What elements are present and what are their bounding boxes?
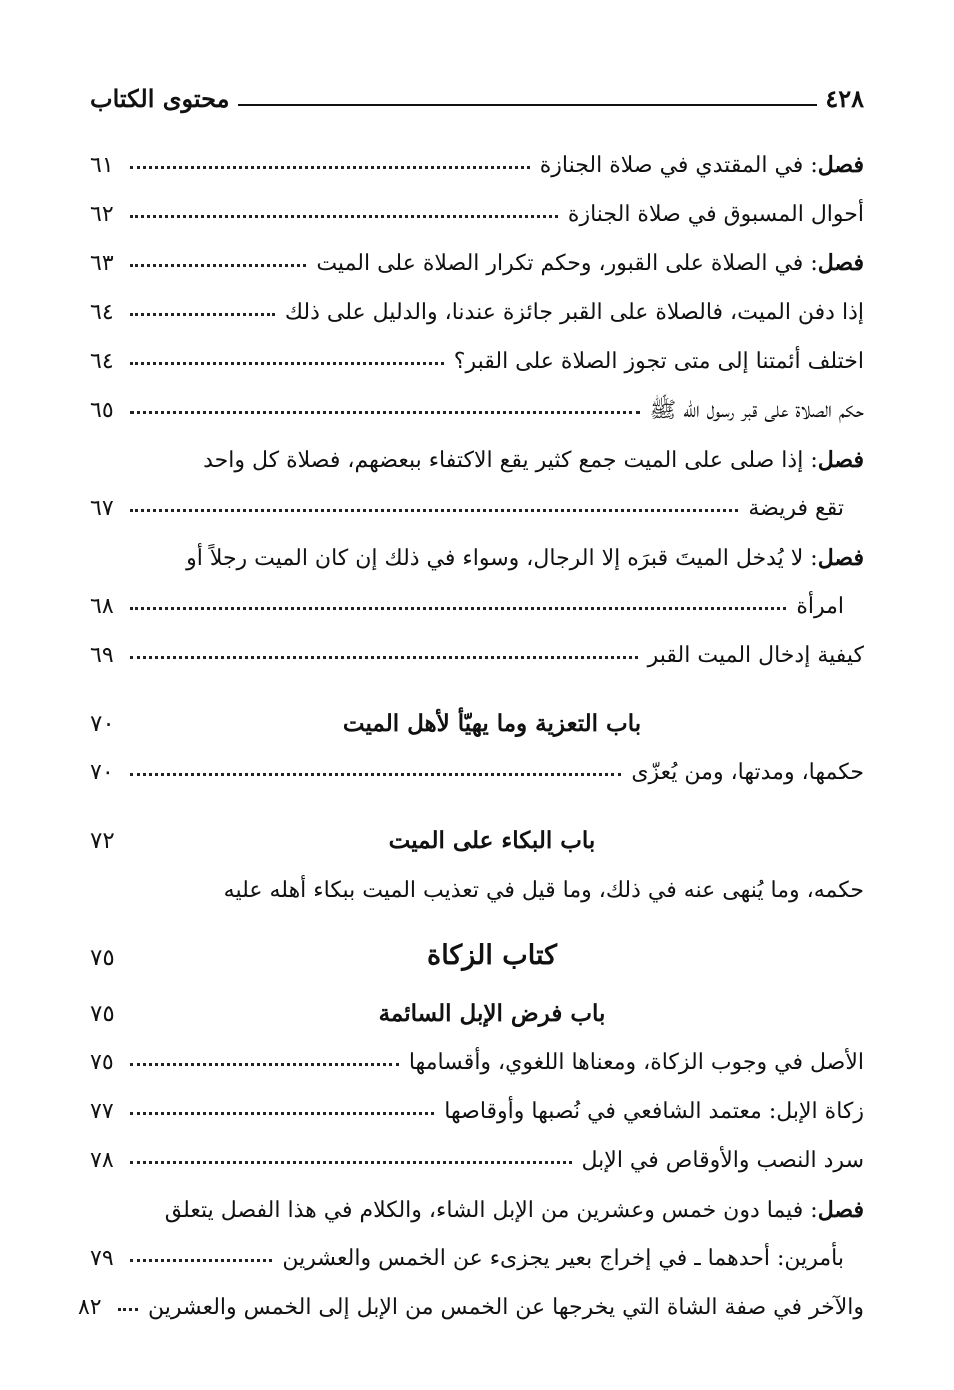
entry-continuation: بأمرين: أحدهما ـ في إخراج بعير يجزىء عن الخمس والعشرين <box>282 1245 844 1271</box>
dot-leader <box>130 607 786 610</box>
entry-page: ٦٥ <box>90 397 114 423</box>
dot-leader <box>130 362 444 365</box>
toc-entry-first-line[interactable] <box>90 424 864 473</box>
section-page: ٧٥ <box>90 1001 115 1027</box>
toc-entry[interactable] <box>90 179 864 228</box>
toc-entry-first-line[interactable] <box>90 1174 864 1223</box>
entry-title: : لا يُدخل الميتَ قبرَه إلا الرجال، وسواء في ذلك إن كان الميت رجلاً أو <box>186 546 818 571</box>
entry-page: ٧٨ <box>90 1147 114 1173</box>
toc-entry-first-line[interactable] <box>90 522 864 571</box>
toc-entry-continuation[interactable] <box>90 473 864 522</box>
entry-page: ٦٢ <box>90 201 114 227</box>
toc-entry[interactable] <box>90 1125 864 1174</box>
table-of-contents <box>77 130 864 1321</box>
entry-title: والآخر في صفة الشاة التي يخرجها عن الخمس من الإبل إلى الخمس والعشرين <box>147 1294 864 1320</box>
toc-entry[interactable] <box>77 1272 864 1321</box>
entry-page: ٦١ <box>90 152 114 178</box>
section-page: ٧٢ <box>90 828 115 854</box>
entry-title: اختلف أئمتنا إلى متى تجوز الصلاة على القبر؟ <box>453 348 864 374</box>
entry-title: : في الصلاة على القبور، وحكم تكرار الصلاة على الميت <box>316 250 818 276</box>
section-title: باب فرض الإبل السائمة <box>378 1000 606 1027</box>
entry-title: أحوال المسبوق في صلاة الجنازة <box>567 201 864 227</box>
entry-title: : إذا صلى على الميت جمع كثير يقع الاكتفاء ببعضهم، فصلاة كل واحد <box>203 448 818 473</box>
fasl-label: فصل <box>817 1197 864 1223</box>
page-header <box>90 80 864 116</box>
toc-entry[interactable] <box>90 326 864 375</box>
entry-title: سرد النصب والأوقاص في الإبل <box>581 1147 864 1173</box>
fasl-label: فصل <box>817 545 864 571</box>
entry-title: إذا دفن الميت، فالصلاة على القبر جائزة عندنا، والدليل على ذلك <box>284 299 864 325</box>
toc-entry[interactable] <box>90 375 864 424</box>
header-rule <box>238 90 818 106</box>
entry-page: ٧٥ <box>90 1049 114 1075</box>
running-title: محتوى الكتاب <box>90 83 230 113</box>
toc-entry[interactable] <box>90 737 864 786</box>
entry-page: ٦٧ <box>90 495 114 521</box>
section-title: باب البكاء على الميت <box>388 827 596 854</box>
entry-page: ٦٩ <box>90 642 114 668</box>
section-title: باب التعزية وما يهيّأ لأهل الميت <box>342 710 642 737</box>
toc-entry[interactable] <box>90 1027 864 1076</box>
section-heading[interactable] <box>90 971 864 1027</box>
toc-entry[interactable] <box>90 620 864 669</box>
entry-continuation: امرأة <box>796 593 844 619</box>
book-title: كتاب الزكاة <box>427 940 557 971</box>
entry-title: : في المقتدي في صلاة الجنازة <box>539 152 818 178</box>
toc-entry-continuation[interactable] <box>90 571 864 620</box>
entry-title: زكاة الإبل: معتمد الشافعي في نُصبها وأوقاصها <box>444 1098 864 1124</box>
dot-leader <box>130 166 530 169</box>
toc-entry[interactable] <box>90 228 864 277</box>
fasl-label: فصل <box>817 447 864 473</box>
entry-page: ٧٧ <box>90 1098 114 1124</box>
book-page: ٧٥ <box>90 945 115 971</box>
fasl-label: فصل <box>817 151 864 178</box>
book-heading[interactable] <box>90 915 864 971</box>
entry-page: ٧٩ <box>90 1245 114 1271</box>
entry-title: الأصل في وجوب الزكاة، ومعناها اللغوي، وأقسامها <box>408 1049 864 1075</box>
toc-entry[interactable] <box>90 277 864 326</box>
section-heading[interactable] <box>90 681 864 737</box>
entry-page: ٧٠ <box>90 759 114 785</box>
toc-entry[interactable] <box>90 1076 864 1125</box>
entry-page: ٦٤ <box>90 299 114 325</box>
section-page: ٧٠ <box>90 711 115 737</box>
dot-leader <box>130 773 621 776</box>
dot-leader <box>130 1259 272 1262</box>
dot-leader <box>130 411 640 414</box>
dot-leader <box>130 1112 434 1115</box>
dot-leader <box>130 215 558 218</box>
dot-leader <box>130 313 275 316</box>
toc-entry-continuation[interactable] <box>90 1223 864 1272</box>
entry-page: ٦٣ <box>90 250 114 276</box>
dot-leader <box>130 1063 399 1066</box>
entry-continuation: تقع فريضة <box>748 495 844 521</box>
dot-leader <box>130 656 638 659</box>
fasl-label: فصل <box>817 249 864 276</box>
entry-title: حكمها، ومدتها، ومن يُعزّى <box>631 759 864 785</box>
entry-page: ٦٤ <box>90 348 114 374</box>
entry-title: كيفية إدخال الميت القبر <box>647 642 864 668</box>
section-heading[interactable] <box>90 798 864 854</box>
entry-title: حكمه، وما يُنهى عنه في ذلك، وما قيل في تعذيب الميت ببكاء أهله عليه <box>223 878 864 903</box>
entry-page: ٦٨ <box>90 593 114 619</box>
entry-title: : فيما دون خمس وعشرين من الإبل الشاء، والكلام في هذا الفصل يتعلق <box>164 1198 818 1223</box>
toc-entry[interactable] <box>90 854 864 903</box>
dot-leader <box>130 264 306 267</box>
toc-entry[interactable] <box>90 130 864 179</box>
page-number: ٤٢٨ <box>825 83 864 113</box>
dot-leader <box>130 509 738 512</box>
dot-leader <box>118 1308 138 1311</box>
dot-leader <box>130 1161 572 1164</box>
entry-title: حكم الصلاة على قبر رسول الله ﷺ <box>649 397 864 423</box>
entry-page: ٨٢ <box>77 1294 102 1320</box>
